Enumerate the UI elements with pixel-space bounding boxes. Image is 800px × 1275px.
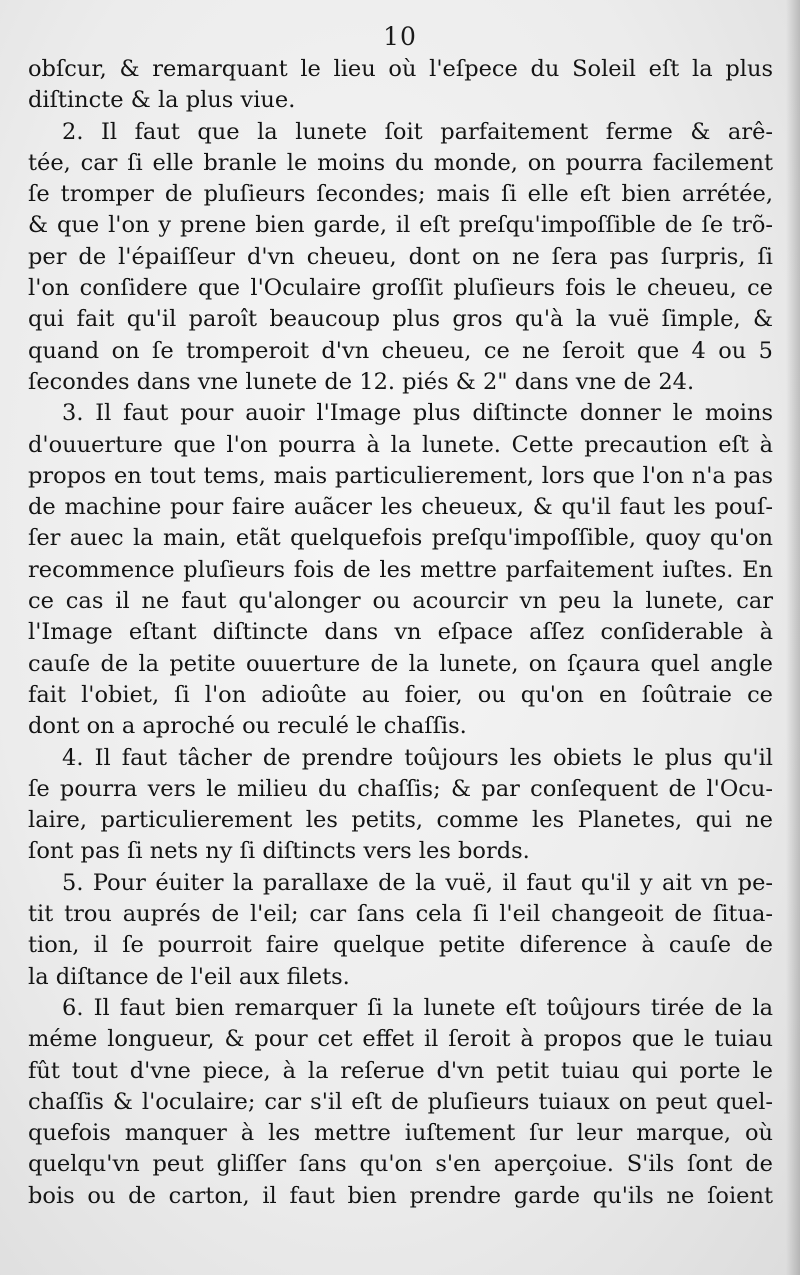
text-line: fût tout d'vne piece, à la reſerue d'vn petit tuiau qui porte le — [28, 1057, 773, 1084]
text-line: recommence pluſieurs fois de les mettre parfaitement iuſtes. En — [28, 556, 773, 583]
text-line: ce cas il ne faut qu'alonger ou acourcir vn peu la lunete, car — [28, 588, 773, 615]
text-line: & que l'on y prene bien garde, il eſt preſqu'impoſſible de ſe trõ- — [28, 212, 773, 239]
text-line: obſcur, & remarquant le lieu où l'eſpece du Soleil eſt la plus — [28, 56, 773, 82]
text-line: bois ou de carton, il faut bien prendre garde qu'ils ne ſoient — [28, 1182, 773, 1209]
text-line: ſe tromper de pluſieurs ſecondes; mais ſi elle eſt bien arrétée, — [28, 181, 773, 208]
body-text — [28, 54, 773, 1212]
text-line: qui fait qu'il paroît beaucoup plus gros qu'à la vuë ſimple, & — [28, 306, 773, 333]
text-line: tit trou auprés de l'eil; car ſans cela ſi l'eil changeoit de ſitua- — [28, 901, 773, 928]
text-line: ſont pas ſi nets ny ſi diſtincts vers les bords. — [28, 838, 530, 865]
text-line: quand on ſe tromperoit d'vn cheueu, ce ne ſeroit que 4 ou 5 — [28, 337, 773, 364]
page-edge-shadow — [786, 0, 800, 1275]
text-line: la diſtance de l'eil aux filets. — [28, 963, 350, 990]
text-line: chaſſis & l'oculaire; car s'il eſt de pluſieurs tuiaux on peut quel- — [28, 1088, 773, 1115]
text-line: 4. Il faut tâcher de prendre toûjours les obiets le plus qu'il — [62, 744, 773, 771]
text-line: de machine pour faire auãcer les cheueux, & qu'il faut les pouſ- — [28, 494, 773, 521]
page-number: 10 — [383, 22, 417, 51]
text-line: tion, il ſe pourroit faire quelque petite diference à cauſe de — [28, 932, 773, 959]
text-line: 6. Il faut bien remarquer ſi la lunete eſt toûjours tirée de la — [62, 994, 773, 1021]
text-line: laire, particulierement les petits, comme les Planetes, qui ne — [28, 807, 773, 834]
text-line: 3. Il faut pour auoir l'Image plus diſtincte donner le moins — [62, 400, 773, 427]
text-line: fait l'obiet, ſi l'on adioûte au foier, ou qu'on en ſoûtraie ce — [28, 681, 773, 708]
text-line: l'Image eſtant diſtincte dans vn eſpace aſſez conſiderable à — [28, 619, 773, 646]
text-line: cauſe de la petite ouuerture de la lunete, on ſçaura quel angle — [28, 650, 773, 677]
text-line: 5. Pour éuiter la parallaxe de la vuë, il faut qu'il y ait vn pe- — [62, 869, 773, 896]
text-line: ſecondes dans vne lunete de 12. piés & 2" dans vne de 24. — [28, 368, 695, 395]
text-line: tée, car ſi elle branle le moins du monde, on pourra facilement — [28, 149, 773, 176]
text-line: quefois manquer à les mettre iuſtement ſur leur marque, où — [28, 1120, 773, 1147]
text-line: l'on conſidere que l'Oculaire groſſit pluſieurs fois le cheueu, ce — [28, 275, 773, 302]
text-line: diſtincte & la plus viue. — [28, 87, 296, 114]
text-line: ſe pourra vers le milieu du chaſſis; & par conſequent de l'Ocu- — [28, 775, 773, 802]
text-line: per de l'épaiſſeur d'vn cheueu, dont on ne ſera pas ſurpris, ſi — [28, 243, 773, 270]
text-line: quelqu'vn peut gliſſer ſans qu'on s'en aperçoiue. S'ils ſont de — [28, 1151, 773, 1178]
text-line: ſer auec la main, etãt quelquefois preſqu'impoſſible, quoy qu'on — [28, 525, 773, 552]
text-line: dont on a aproché ou reculé le chaſſis. — [28, 713, 467, 740]
text-line: d'ouuerture que l'on pourra à la lunete. Cette precaution eſt à — [28, 431, 773, 458]
text-line: 2. Il faut que la lunete ſoit parfaitement ferme & arê- — [62, 118, 773, 145]
text-line: propos en tout tems, mais particulierement, lors que l'on n'a pas — [28, 462, 773, 489]
text-line: méme longueur, & pour cet effet il ſeroit à propos que le tuiau — [28, 1026, 773, 1053]
